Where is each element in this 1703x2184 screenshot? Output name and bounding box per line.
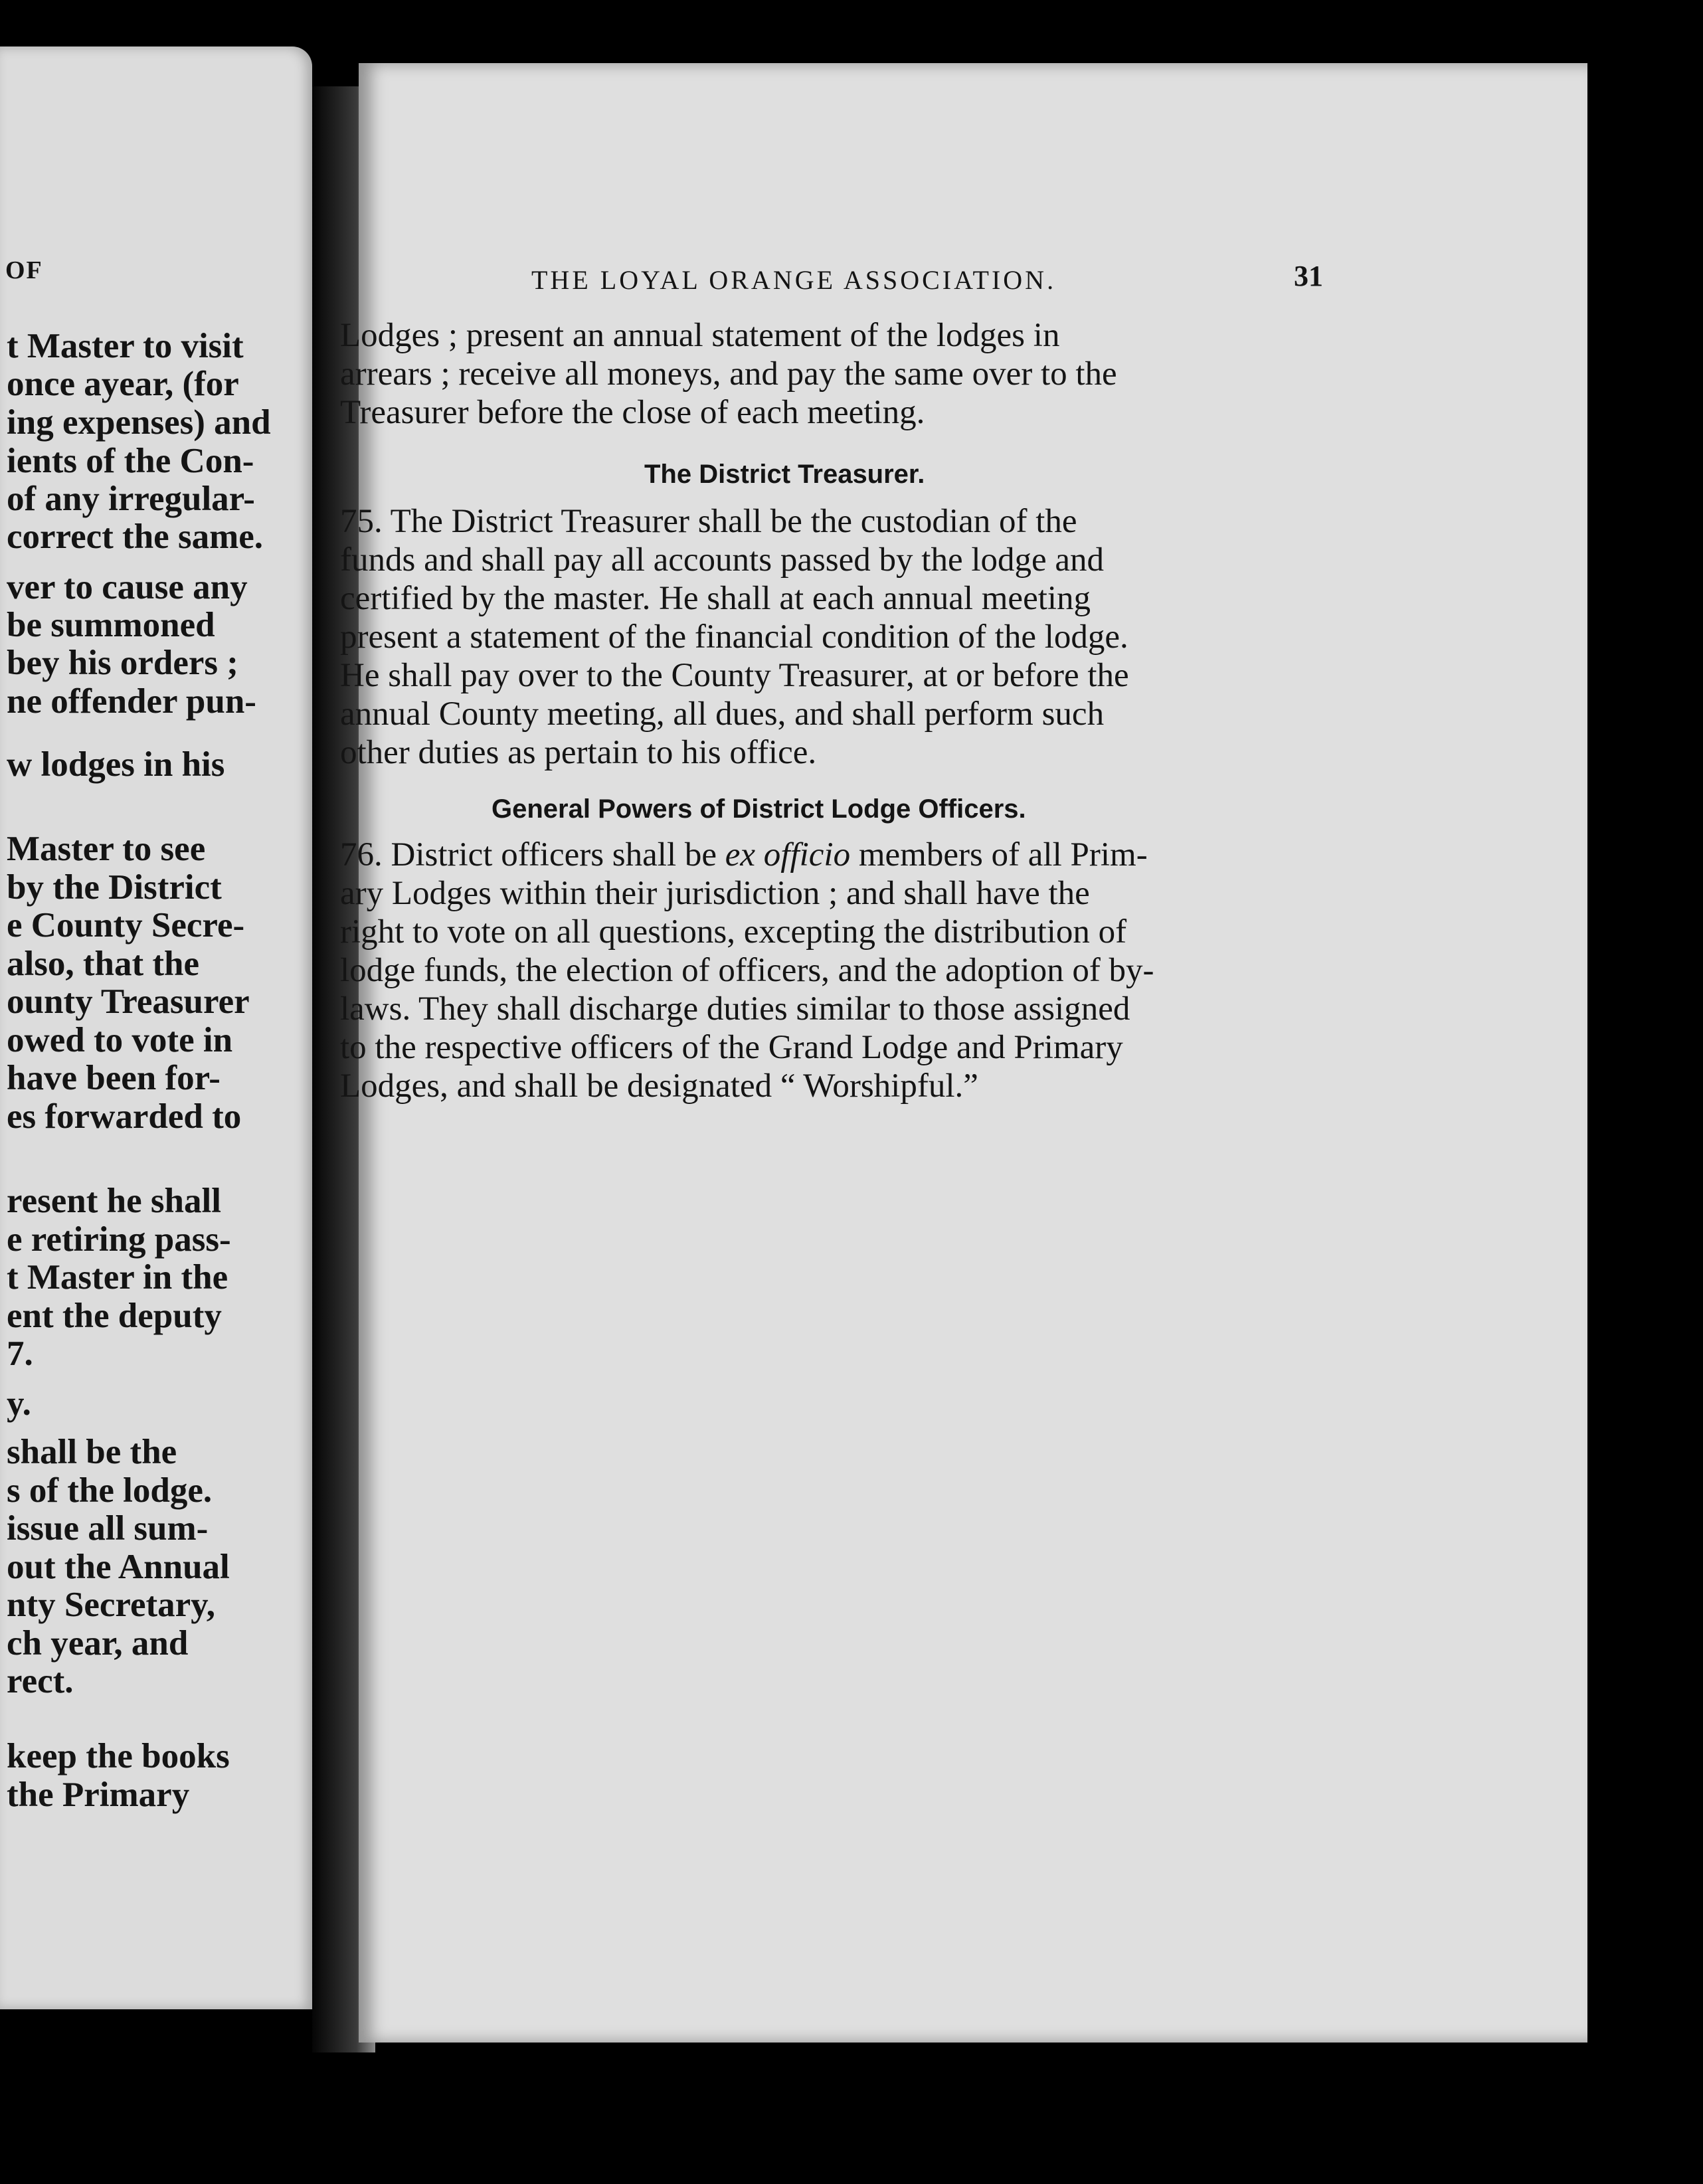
left-page-line: ing expenses) and: [7, 403, 271, 442]
left-page-line: ients of the Con-: [7, 442, 254, 480]
left-page-line: nty Secretary,: [7, 1586, 215, 1624]
body-line: Lodges ; present an annual statement of the lodges in: [340, 317, 1060, 354]
left-page-line: s of the lodge.: [7, 1471, 213, 1510]
left-page-line: out the Annual: [7, 1548, 230, 1586]
left-page-line: also, that the: [7, 945, 200, 983]
section-heading-general-powers: General Powers of District Lodge Officers.: [492, 794, 1026, 824]
left-page-line: ver to cause any: [7, 568, 248, 606]
running-head: THE LOYAL ORANGE ASSOCIATION.: [531, 265, 1057, 295]
left-page-line: shall be the: [7, 1433, 177, 1471]
body-line: [340, 838, 1148, 872]
section-heading-district-treasurer: The District Treasurer.: [644, 460, 925, 489]
left-page-line: ne offender pun-: [7, 682, 256, 721]
body-line: to the respective officers of the Grand Lodge and Primary: [340, 1029, 1123, 1066]
body-line: 75. The District Treasurer shall be the custodian of the: [340, 503, 1077, 540]
left-page-line: ch year, and: [7, 1624, 189, 1663]
left-page-line: e retiring pass-: [7, 1220, 231, 1259]
left-page-line: of any irregular-: [7, 480, 255, 518]
body-line: other duties as pertain to his office.: [340, 734, 817, 771]
italic-phrase: ex officio: [725, 836, 851, 873]
left-page-line: t Master to visit: [7, 327, 244, 365]
left-page-line: y.: [7, 1384, 31, 1423]
left-page-line: be summoned: [7, 606, 215, 644]
left-page-line: ounty Treasurer: [7, 982, 250, 1021]
body-line: Lodges, and shall be designated “ Worshipful.”: [340, 1067, 978, 1105]
left-page-line: t Master in the: [7, 1258, 228, 1297]
body-line-text: members of all Prim-: [850, 836, 1148, 873]
left-page-line: es forwarded to: [7, 1097, 242, 1136]
left-page-line: issue all sum-: [7, 1509, 209, 1548]
left-page-line: rect.: [7, 1662, 74, 1700]
left-page-line: w lodges in his: [7, 745, 225, 784]
left-page-line: ent the deputy: [7, 1297, 222, 1335]
body-line: Treasurer before the close of each meeting.: [340, 394, 925, 431]
left-page-running-head-fragment: OF: [5, 256, 43, 284]
left-page-line: 7.: [7, 1334, 33, 1373]
left-page-line: resent he shall: [7, 1182, 221, 1220]
left-page-line: the Primary: [7, 1775, 190, 1814]
body-line: ary Lodges within their jurisdiction ; and shall have the: [340, 875, 1090, 912]
body-line: present a statement of the financial condition of the lodge.: [340, 618, 1128, 656]
body-line: right to vote on all questions, excepting the distribution of: [340, 913, 1127, 951]
left-page-line: once ayear, (for: [7, 365, 239, 403]
body-line: arrears ; receive all moneys, and pay the same over to the: [340, 355, 1117, 393]
page-number: 31: [1294, 260, 1323, 292]
left-page-line: correct the same.: [7, 517, 264, 556]
body-line: annual County meeting, all dues, and shall perform such: [340, 695, 1105, 733]
body-line: lodge funds, the election of officers, and the adoption of by-: [340, 952, 1154, 989]
left-page-line: e County Secre-: [7, 906, 245, 945]
left-page-line: by the District: [7, 868, 222, 907]
body-line: funds and shall pay all accounts passed by the lodge and: [340, 541, 1105, 579]
body-line: He shall pay over to the County Treasurer, at or before the: [340, 657, 1129, 694]
left-page-line: keep the books: [7, 1737, 230, 1775]
body-line: certified by the master. He shall at each annual meeting: [340, 580, 1091, 617]
left-page: [0, 46, 312, 2009]
body-line-text: 76. District officers shall be: [340, 836, 725, 873]
body-line: laws. They shall discharge duties similar to those assigned: [340, 990, 1130, 1028]
left-page-line: bey his orders ;: [7, 644, 238, 682]
left-page-line: Master to see: [7, 830, 206, 868]
left-page-line: have been for-: [7, 1059, 221, 1097]
left-page-line: owed to vote in: [7, 1021, 233, 1059]
